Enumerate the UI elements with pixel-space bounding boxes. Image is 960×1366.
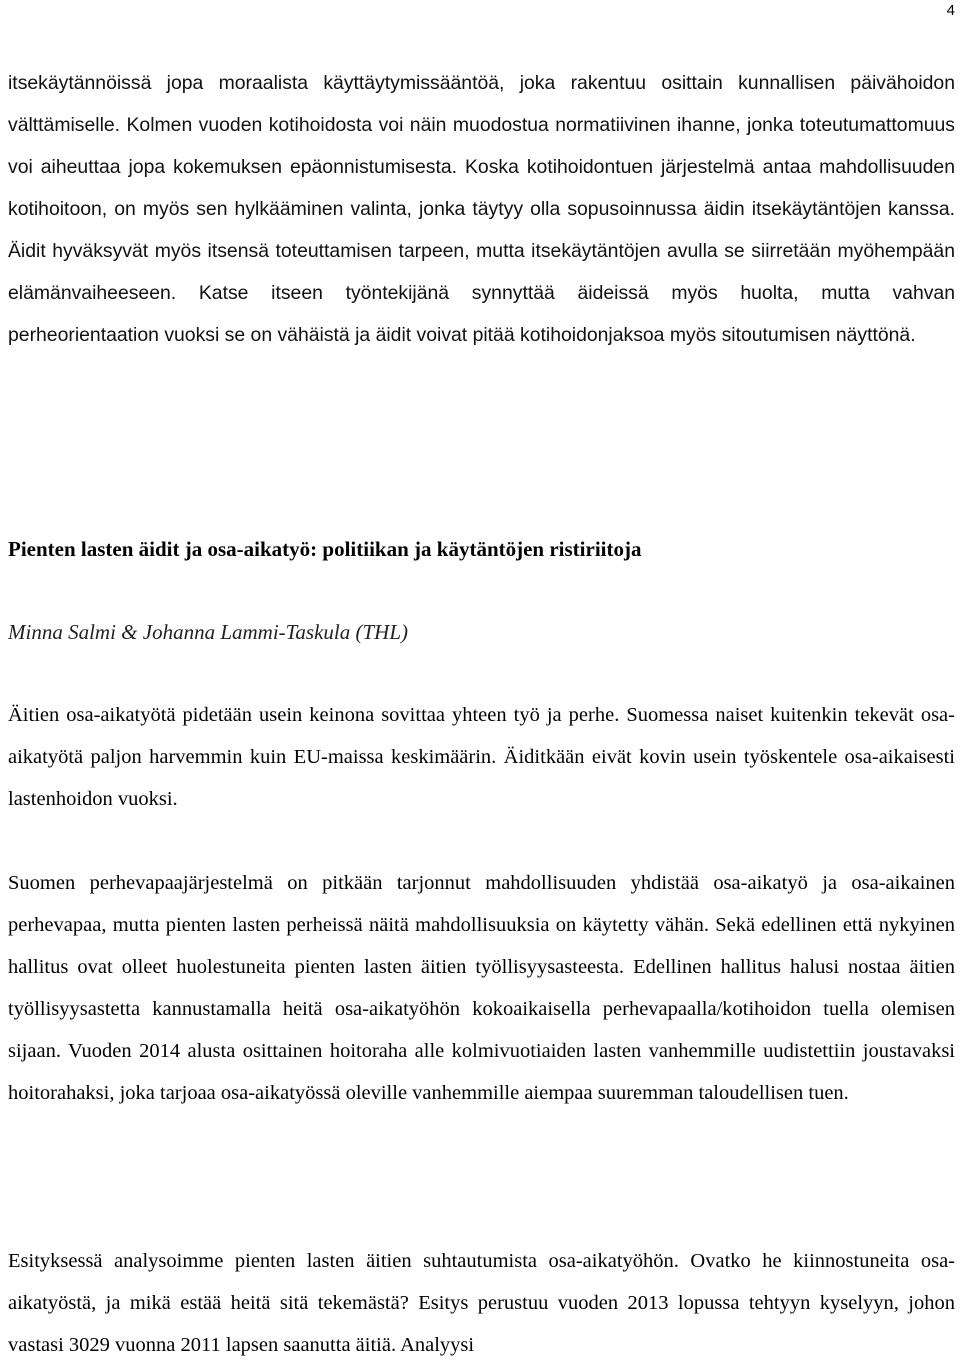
body-paragraph-2: Suomen perhevapaajärjestelmä on pitkään tarjonnut mahdollisuuden yhdistää osa-aikatyö ja osa-aikainen perhevapaa, mutta pienten lasten perheissä näitä mahdollisuuksia on käytetty vähän. Sekä edellinen että nykyinen hallitus ovat olleet huolestuneita pienten lasten äitien työllisyysasteesta. Edellinen hallitus halusi nostaa äitien työllisyysastetta kannustamalla heitä osa-aikatyöhön kokoaikaisella perhevapaalla/kotihoidon tuella olemisen sijaan. Vuoden 2014 alusta osittainen hoitoraha alle kolmivuotiaiden lasten vanhemmille uudistettiin joustavaksi hoitorahaksi, joka tarjoaa osa-aikatyössä oleville vanhemmille aiempaa suuremman taloudellisen tuen. <box>8 872 955 1104</box>
body-paragraph-3: Esityksessä analysoimme pienten lasten äitien suhtautumista osa-aikatyöhön. Ovatko he kiinnostuneita osa-aikatyöstä, ja mikä estää heitä sitä tekemästä? Esitys perustuu vuoden 2013 lopussa tehtyyn kyselyyn, johon vastasi 3029 vuonna 2011 lapsen saanutta äitiä. Analyysi <box>8 1250 955 1356</box>
body-paragraph-1: Äitien osa-aikatyötä pidetään usein keinona sovittaa yhteen työ ja perhe. Suomessa naiset kuitenkin tekevät osa-aikatyötä paljon harvemmin kuin EU-maissa keskimäärin. Äiditkään eivät kovin usein työskentele osa-aikaisesti lastenhoidon vuoksi. <box>8 704 955 810</box>
section-authors: Minna Salmi & Johanna Lammi-Taskula (THL) <box>8 620 408 644</box>
page-number: 4 <box>946 2 955 19</box>
section-title: Pienten lasten äidit ja osa-aikatyö: politiikan ja käytäntöjen ristiriitoja <box>8 537 642 561</box>
intro-paragraph: itsekäytännöissä jopa moraalista käyttäytymissääntöä, joka rakentuu osittain kunnallisen päivähoidon välttämiselle. Kolmen vuoden kotihoidosta voi näin muodostua normatiivinen ihanne, jonka toteutumattomuus voi aiheuttaa jopa kokemuksen epäonnistumisesta. Koska kotihoidontuen järjestelmä antaa mahdollisuuden kotihoitoon, on myös sen hylkääminen valinta, jonka täytyy olla sopusoinnussa äidin itsekäytäntöjen kanssa. Äidit hyväksyvät myös itsensä toteuttamisen tarpeen, mutta itsekäytäntöjen avulla se siirretään myöhempään elämänvaiheeseen. Katse itseen työntekijänä synnyttää äideissä myös huolta, mutta vahvan perheorientaation vuoksi se on vähäistä ja äidit voivat pitää kotihoidonjaksoa myös sitoutumisen näyttönä. <box>8 72 955 346</box>
